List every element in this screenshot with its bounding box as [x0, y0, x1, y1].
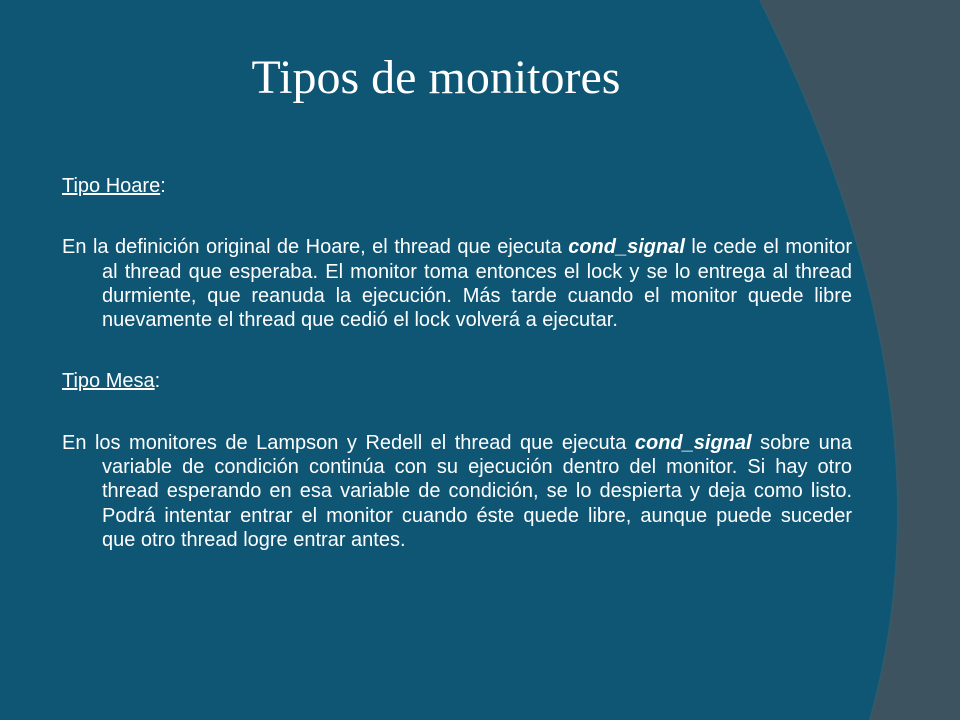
paragraph-text: le cede el monitor al thread que esperaba. El monitor toma entonces el lock y se lo entrega al thread durmiente, que reanuda la ejecución. Más tarde cuando el monitor quede libre nuevamente el thread que cedió el lock volverá a ejecutar.	[102, 236, 853, 332]
code-term: cond_signal	[634, 431, 752, 454]
section-paragraph-mesa	[62, 431, 852, 552]
slide-content	[62, 174, 852, 552]
section-heading-hoare	[62, 174, 852, 198]
slide-title: Tipos de monitores	[251, 51, 621, 104]
heading-colon: :	[160, 175, 166, 197]
paragraph-text: En la definición original de Hoare, el thread que ejecuta	[62, 236, 569, 259]
paragraph-text: sobre una variable de condición continúa con su ejecución dentro del monitor. Si hay otro thread esperando en esa variable de condición, se lo despierta y deja como listo. Podrá intentar entrar el monitor cuando éste quede libre, aunque puede suceder que otro thread logre entrar antes.	[102, 431, 853, 551]
paragraph-text: En los monitores de Lampson y Redell el thread que ejecuta	[62, 431, 635, 454]
heading-label: Tipo Hoare	[62, 175, 161, 197]
heading-colon: :	[154, 370, 161, 393]
code-term: cond_signal	[568, 236, 685, 259]
section-paragraph-hoare	[62, 235, 852, 332]
heading-label: Tipo Mesa	[62, 370, 155, 393]
section-heading-mesa	[62, 369, 852, 393]
